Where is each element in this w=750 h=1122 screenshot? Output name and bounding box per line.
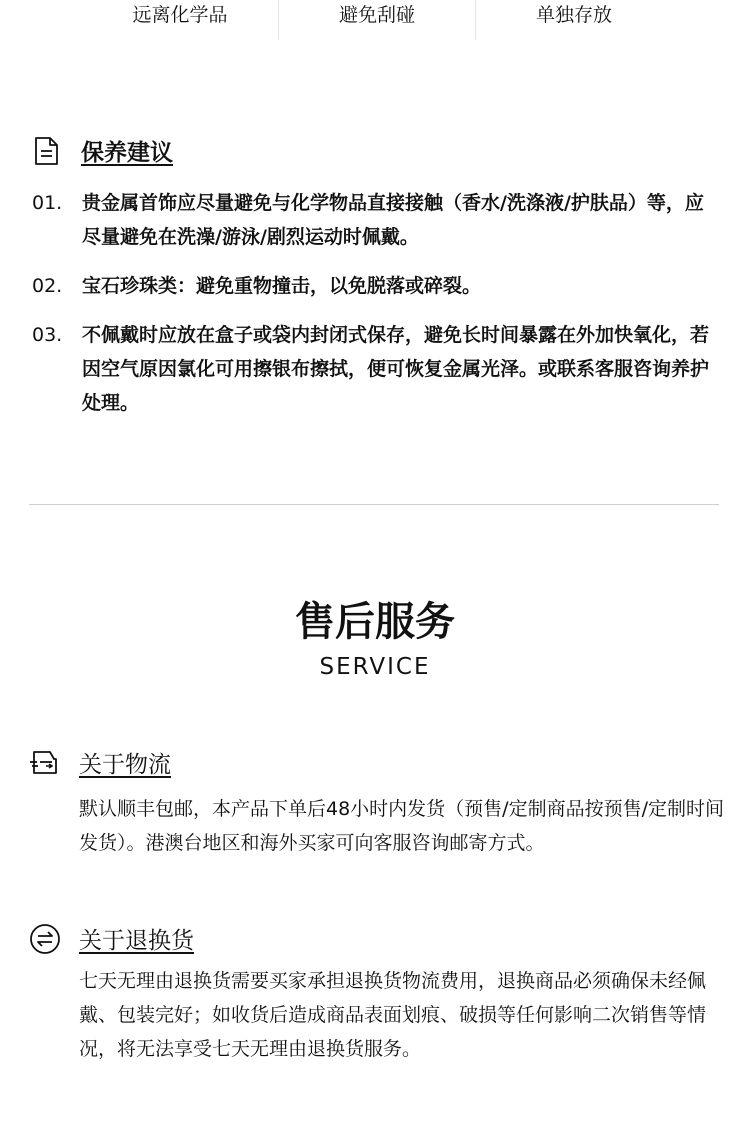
tip-store-separately: 单独存放 <box>535 4 612 26</box>
list-item <box>32 318 722 420</box>
item-text: 宝石珍珠类：避免重物撞击，以免脱落或碎裂。 <box>82 275 482 297</box>
returns-section-header <box>29 922 194 955</box>
item-number: 03. <box>32 324 63 346</box>
care-section-header <box>31 134 173 167</box>
service-subtitle: SERVICE <box>319 654 431 680</box>
returns-section-title: 关于退换货 <box>79 928 194 954</box>
logistics-section-header <box>29 746 171 779</box>
care-list <box>32 186 722 435</box>
tip-keep-away-chemicals: 远离化学品 <box>82 0 279 40</box>
document-icon <box>31 135 63 167</box>
delivery-truck-icon <box>29 747 61 779</box>
item-number: 01. <box>32 192 63 214</box>
list-item <box>32 269 722 303</box>
section-divider <box>29 504 719 505</box>
care-section-title: 保养建议 <box>81 140 173 166</box>
service-title: 售后服务 <box>295 599 455 645</box>
tip-avoid-scratches: 避免刮碰 <box>279 0 476 40</box>
item-number: 02. <box>32 275 63 297</box>
item-text: 贵金属首饰应尽量避免与化学物品直接接触（香水/洗涤液/护肤品）等，应尽量避免在洗澡/游泳/剧烈运动时佩戴。 <box>82 192 704 248</box>
care-tips-tabs <box>82 0 672 40</box>
list-item <box>32 186 722 254</box>
item-text: 不佩戴时应放在盒子或袋内封闭式保存，避免长时间暴露在外加快氧化，若因空气原因氯化可用擦银布擦拭，便可恢复金属光泽。或联系客服咨询养护处理。 <box>82 324 710 414</box>
logistics-section-title: 关于物流 <box>79 752 171 778</box>
returns-text: 七天无理由退换货需要买家承担退换货物流费用，退换商品必须确保未经佩戴、包装完好；如收货后造成商品表面划痕、破损等任何影响二次销售等情况，将无法享受七天无理由退换货服务。 <box>79 970 707 1060</box>
logistics-text: 默认顺丰包邮，本产品下单后48小时内发货（预售/定制商品按预售/定制时间发货）。港澳台地区和海外买家可向客服咨询邮寄方式。 <box>79 798 724 854</box>
exchange-icon <box>29 923 61 955</box>
